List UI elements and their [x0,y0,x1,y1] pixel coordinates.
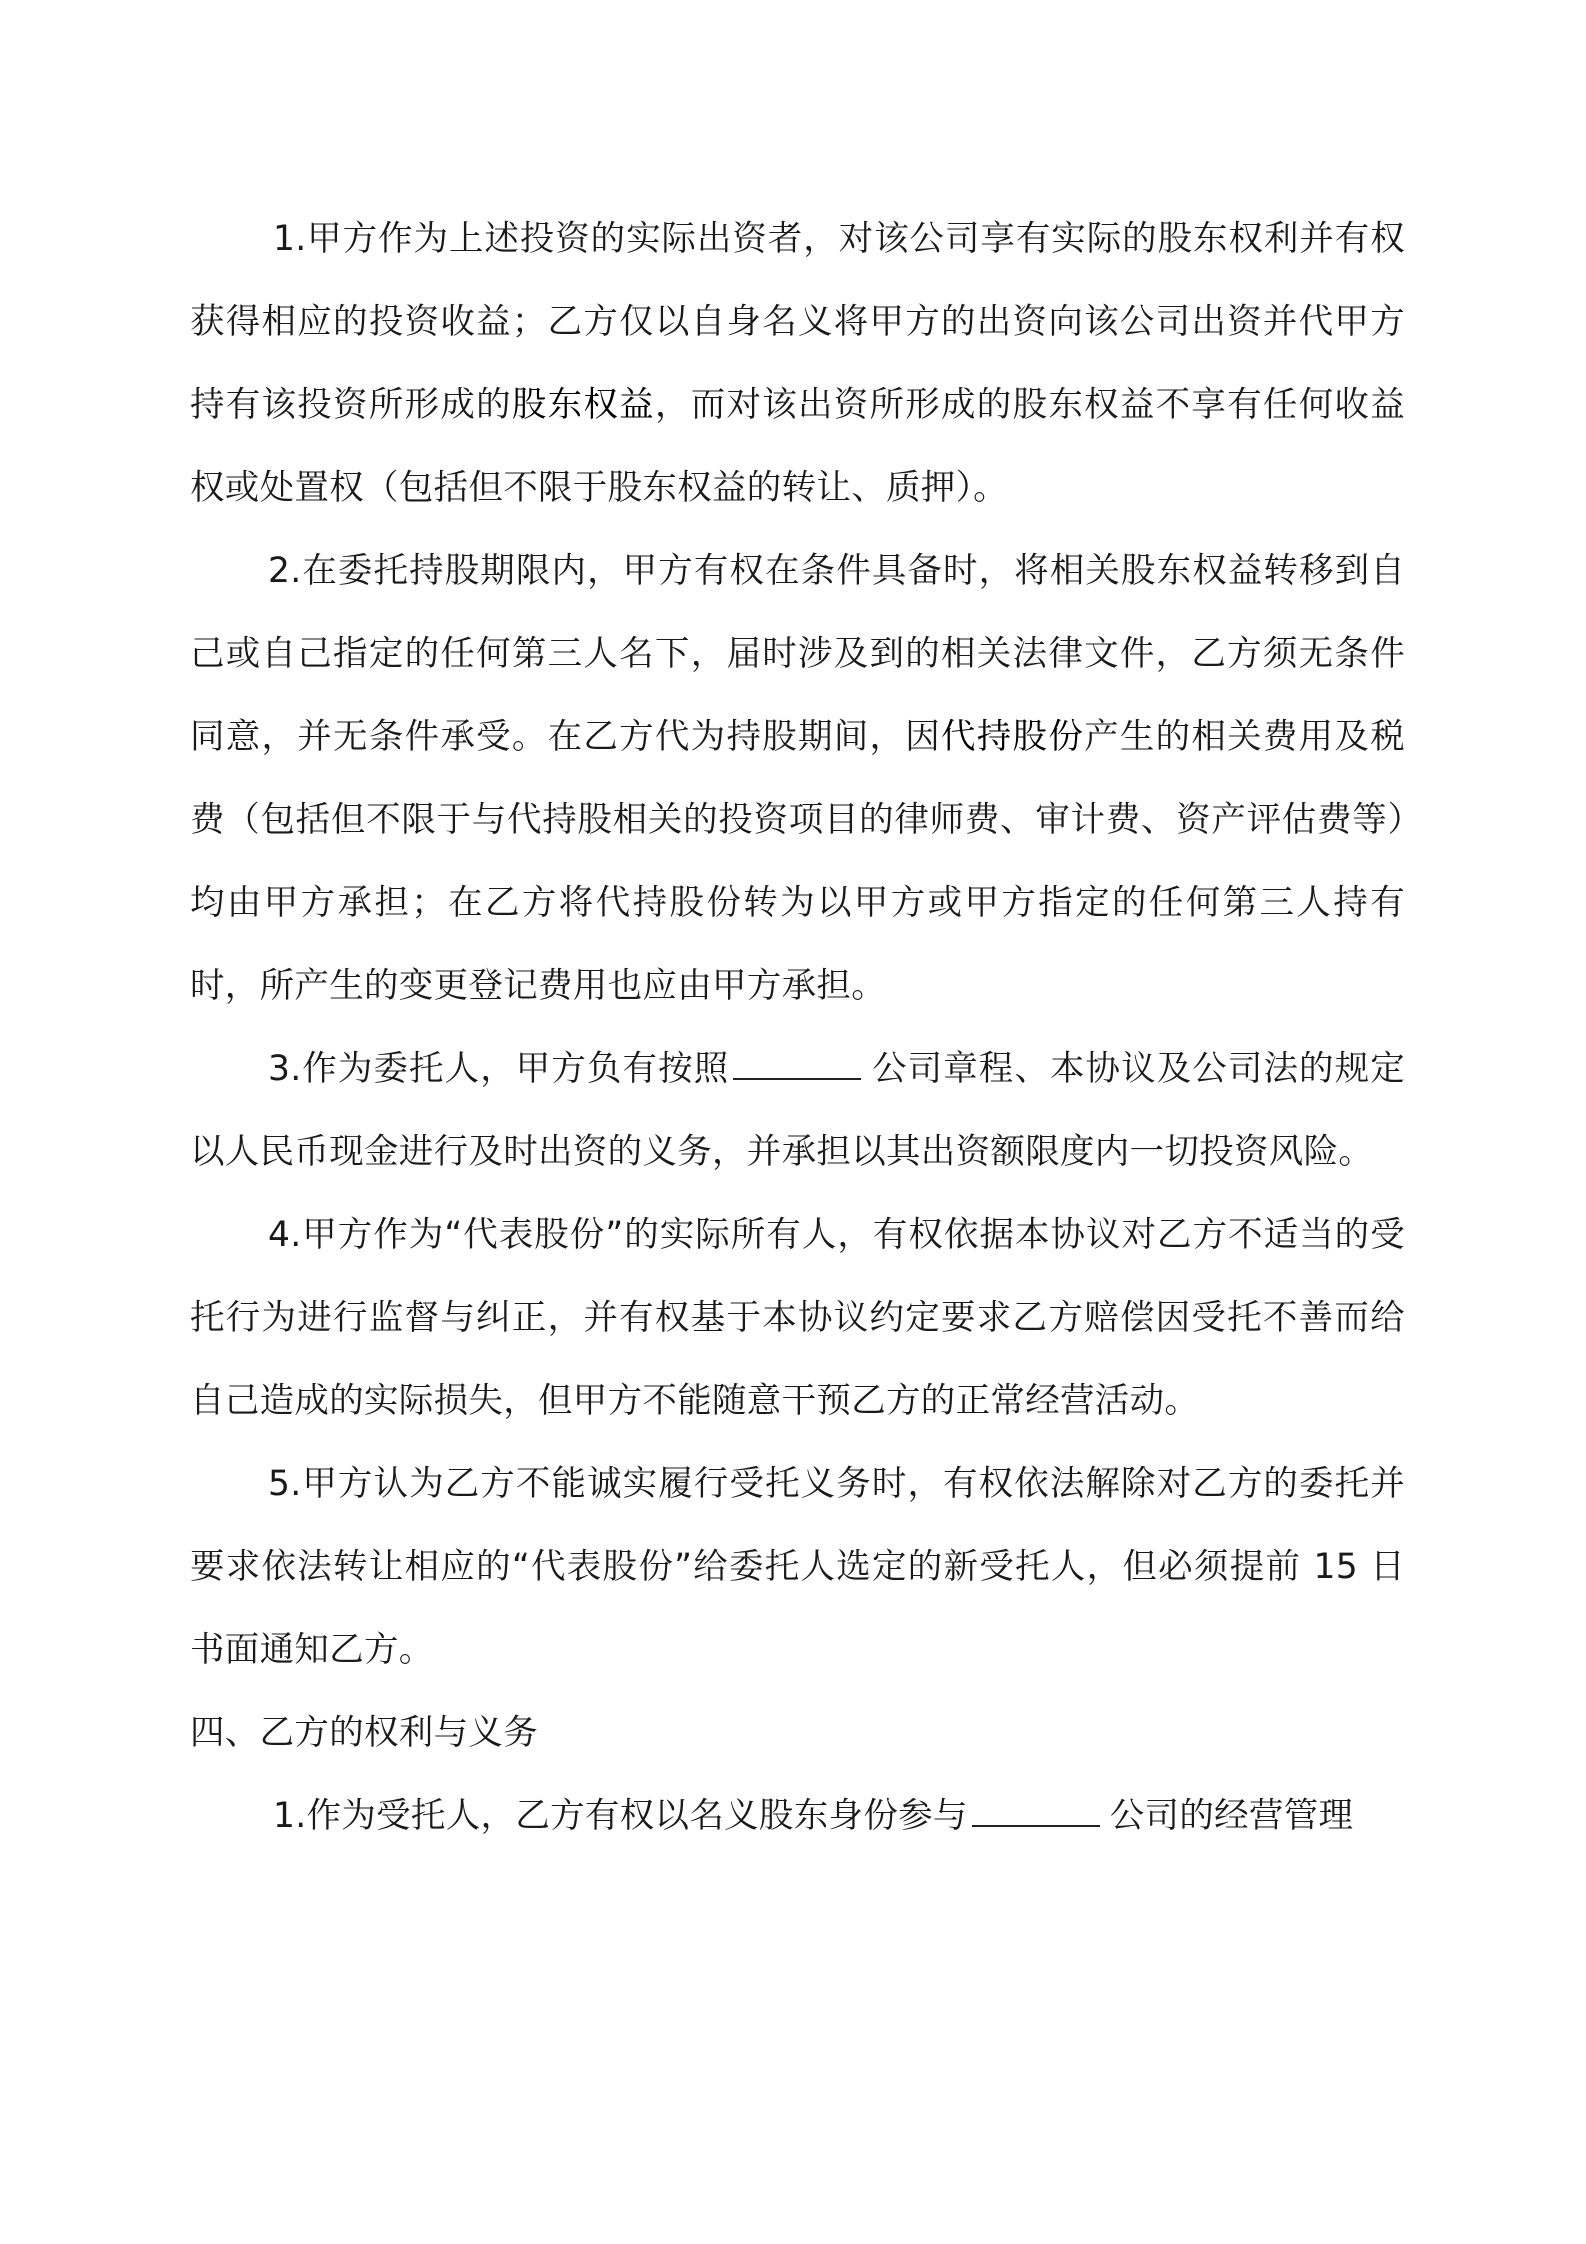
document-body [190,198,1405,1858]
clause-text: ，而对该出资所形成的股东权益不享有任何收益权或处置权（包括但不限于股东权益的转让、质押）。 [190,385,1405,508]
clause-3-4 [190,1194,1405,1443]
fill-in-blank[interactable] [972,1795,1100,1827]
clause-text: 公司的经营管理 [1109,1796,1354,1836]
clause-text: 产生的相关费用及税费（包括但不限于与代持股相关的投资项目的律师费、审计费、资产评估费等）均由甲方承担；在乙方将代持股份转为以甲方或甲方指定的任何第三人持有时，所产生的变更登记费用也应由甲方承担。 [190,717,1405,1006]
section-heading-text: 四、乙方的权利与义务 [190,1713,538,1753]
fill-in-blank[interactable] [733,1048,861,1080]
clause-4-1 [190,1775,1405,1858]
clause-term-highlight: 代持股份 [941,717,1085,757]
clause-text: 5.甲方认为乙方不能诚实履行受托义务时，有权依法解除对乙方的委托并要求依法转让相应的“代表股份”给委托人选定的新受托人，但必须提前 15 日书面通知乙方。 [190,1464,1405,1670]
clause-text: 3.作为委托人，甲方负有按照 [268,1049,730,1089]
clause-3-2 [190,530,1405,1028]
clause-3-5 [190,1443,1405,1692]
clause-3-1 [190,198,1405,530]
clause-text: 公司章程、本协议及公司法的规定以人民币现金进行及时出资的义务，并承担以其出资额限度内一切投资风险。 [190,1049,1405,1172]
clause-text: 1.甲方作为上述投资的实际出资者，对该公司享有实际的股东权利并有权获得相应的投资收益；乙方仅以自身名义将甲方的出资向该公司出资并代甲方持有该投资所形成的 [190,219,1405,425]
clause-3-3 [190,1028,1405,1194]
clause-text: 4.甲方作为“代表股份”的实际所有人，有权依据本协议对乙方不适当的受托行为进行监督与纠正，并有权基于本协议约定要求乙方赔偿因受托不善而给自己造成的实际损失，但甲方不能随意干预乙方的正常经营活动。 [190,1215,1405,1421]
clause-text: 1.作为受托人，乙方有权以名义股东身份参与 [273,1796,968,1836]
clause-term-highlight: 股东权益 [511,385,655,425]
clause-text: 2.在委托持股期限内，甲方有权在条件具备时，将相关股东权益转移到自己或自己指定的任何第三人名下，届时涉及到的相关法律文件，乙方须无条件同意，并无条件承受。在乙方代为持股期间，因 [190,551,1405,757]
section-heading-4 [190,1692,1405,1775]
